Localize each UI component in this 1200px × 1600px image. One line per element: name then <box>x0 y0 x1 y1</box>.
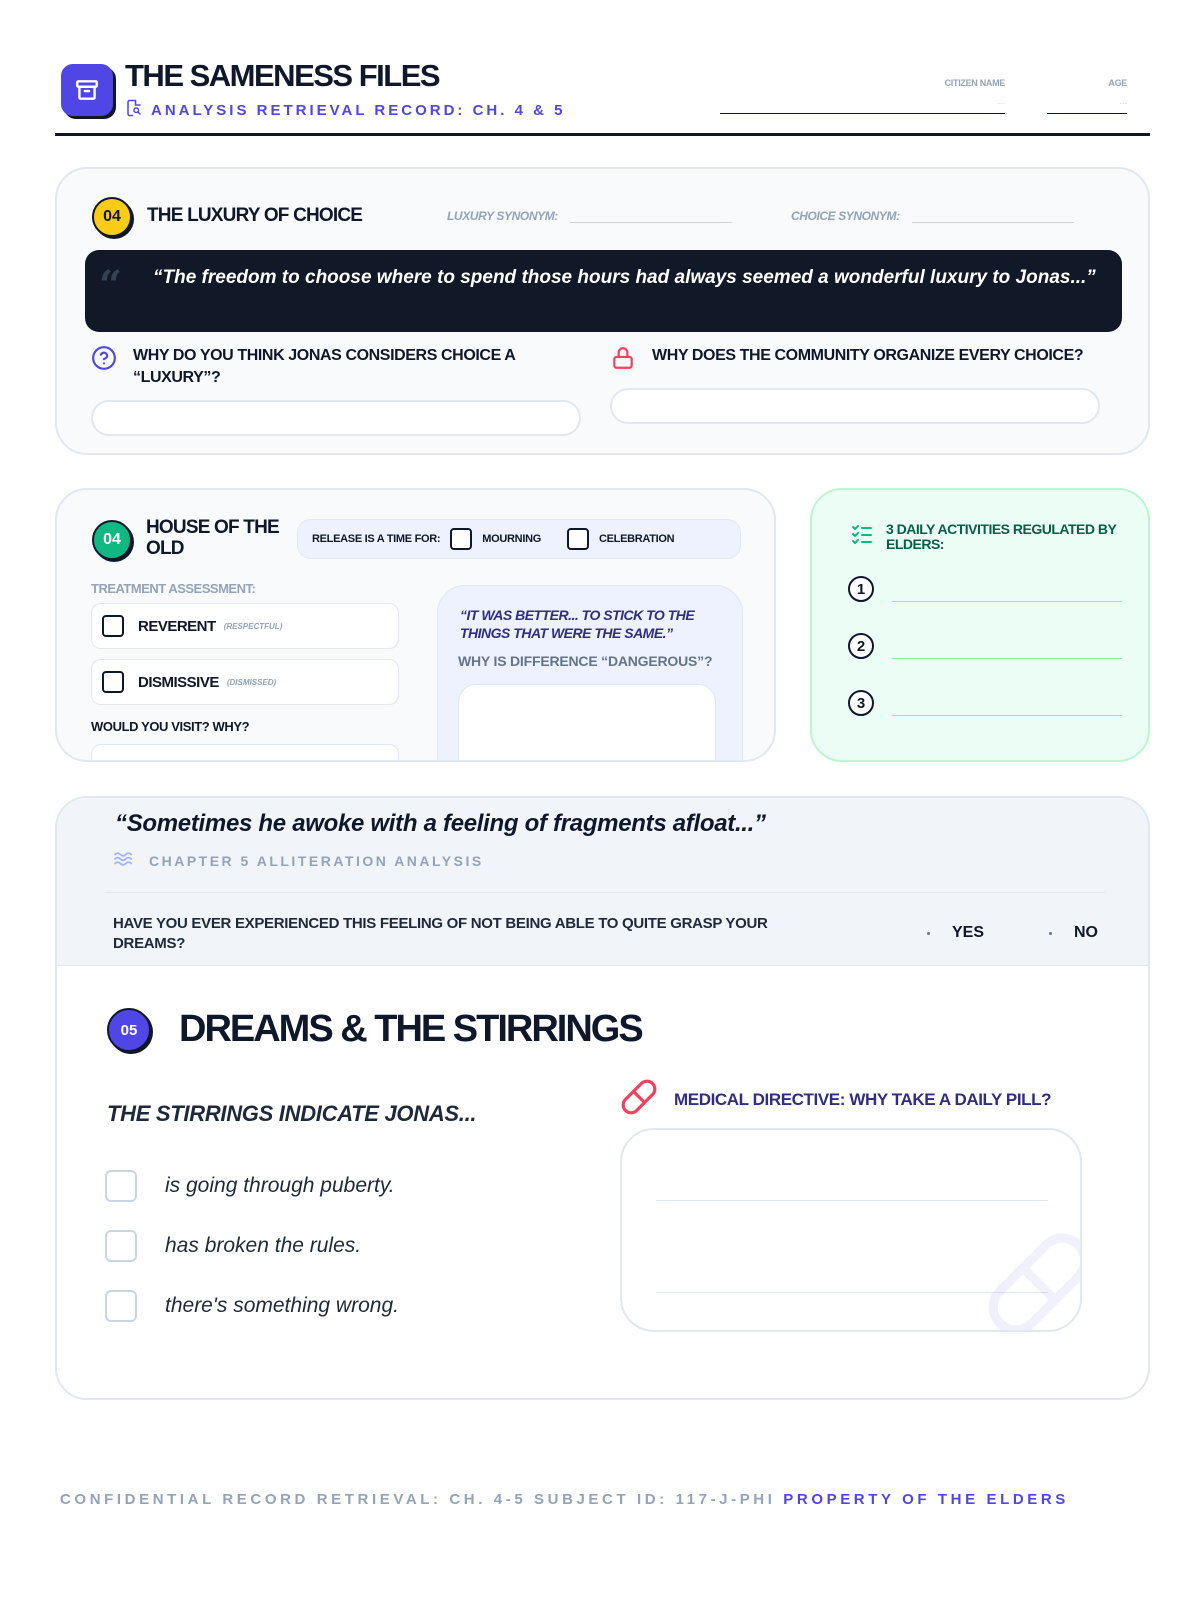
stirrings-checkbox[interactable] <box>105 1170 137 1202</box>
stirrings-option-label: has broken the rules. <box>165 1234 362 1257</box>
divider <box>105 892 1105 893</box>
quote-text: “The freedom to choose where to spend those hours had always seemed a wonderful luxury to Jonas...” <box>153 267 1096 288</box>
dream-quote: “Sometimes he awoke with a feeling of fragments afloat...” <box>115 810 766 837</box>
no-option[interactable] <box>1049 924 1098 942</box>
luxury-of-choice-card <box>55 167 1150 455</box>
activity-input[interactable] <box>892 580 1122 602</box>
celebration-checkbox[interactable] <box>567 528 589 550</box>
dismissive-checkbox[interactable] <box>102 671 124 693</box>
release-label: RELEASE IS A TIME FOR: <box>312 533 441 545</box>
experience-question: HAVE YOU EVER EXPERIENCED THIS FEELING OF NOT BEING ABLE TO QUITE GRASP YOUR DREAMS? <box>113 915 768 953</box>
lock-icon <box>610 345 636 376</box>
archive-icon <box>61 64 113 116</box>
pill-icon <box>620 1078 658 1121</box>
answer-input[interactable] <box>610 388 1100 424</box>
mourning-checkbox[interactable] <box>450 528 472 550</box>
file-search-icon <box>125 98 143 122</box>
activity-number: 1 <box>848 576 874 602</box>
activity-row <box>848 690 1122 716</box>
choice-synonym-input[interactable] <box>912 209 1074 223</box>
stirrings-option-label: is going through puberty. <box>165 1174 395 1197</box>
medical-directive-label: MEDICAL DIRECTIVE: WHY TAKE A DAILY PILL? <box>674 1089 1052 1109</box>
citizen-name-field[interactable] <box>720 78 1005 114</box>
stirrings-option[interactable] <box>105 1170 395 1202</box>
footer-text: CONFIDENTIAL RECORD RETRIEVAL: CH. 4-5 SUBJECT ID: 117-J-PHI <box>60 1491 776 1508</box>
writing-line <box>656 1200 1048 1201</box>
dismissive-option[interactable] <box>91 659 399 705</box>
visit-label: WOULD YOU VISIT? WHY? <box>91 719 250 734</box>
footer-property: PROPERTY OF THE ELDERS <box>783 1491 1069 1508</box>
list-checks-icon <box>850 522 874 551</box>
choice-synonym-field[interactable] <box>791 209 1074 223</box>
stirrings-option-label: there's something wrong. <box>165 1294 399 1317</box>
mourning-label: MOURNING <box>482 533 541 545</box>
activity-input[interactable] <box>892 637 1122 659</box>
reverent-checkbox[interactable] <box>102 615 124 637</box>
reverent-option[interactable] <box>91 603 399 649</box>
chapter-label-row <box>113 850 484 871</box>
house-of-the-old-card <box>55 488 776 762</box>
medical-directive-input[interactable] <box>620 1128 1082 1332</box>
medical-directive-head <box>620 1078 1051 1121</box>
celebration-label: CELEBRATION <box>598 533 675 545</box>
quote-banner <box>85 250 1122 332</box>
yes-option[interactable] <box>927 924 984 942</box>
stirrings-checkbox[interactable] <box>105 1290 137 1322</box>
question-luxury <box>91 345 581 436</box>
age-label: AGE <box>1108 78 1127 88</box>
activity-number: 3 <box>848 690 874 716</box>
choice-synonym-label: CHOICE SYNONYM: <box>791 209 900 223</box>
question-label: WHY DO YOU THINK JONAS CONSIDERS CHOICE A “LUXURY”? <box>133 347 515 386</box>
section-title: THE LUXURY OF CHOICE <box>147 205 363 226</box>
citizen-name-input[interactable]: ... <box>720 96 1005 114</box>
difference-quote: “IT WAS BETTER... TO STICK TO THE THINGS THAT WERE THE SAME.” <box>460 607 695 642</box>
stirrings-option[interactable] <box>105 1230 361 1262</box>
luxury-synonym-input[interactable] <box>570 209 732 223</box>
reverent-sub: (RESPECTFUL) <box>223 621 283 631</box>
question-label: WHY DOES THE COMMUNITY ORGANIZE EVERY CHOICE? <box>652 347 1084 364</box>
activity-input[interactable] <box>892 694 1122 716</box>
citizen-name-label: CITIZEN NAME <box>944 78 1005 88</box>
difference-question: WHY IS DIFFERENCE “DANGEROUS”? <box>458 653 713 669</box>
age-input[interactable]: ... <box>1047 96 1127 114</box>
dreams-card <box>55 796 1150 1400</box>
difference-card <box>437 585 743 762</box>
pill-watermark-icon <box>984 1229 1082 1332</box>
section-badge: 04 <box>92 197 132 237</box>
header <box>55 58 1150 136</box>
alliteration-panel <box>57 798 1148 966</box>
visit-input[interactable] <box>91 744 399 762</box>
yes-radio[interactable] <box>927 932 930 935</box>
reverent-label: REVERENT <box>138 617 216 635</box>
section-badge: 04 <box>92 520 132 560</box>
dismissive-label: DISMISSIVE <box>138 673 219 691</box>
dismissive-sub: (DISMISSED) <box>226 677 277 687</box>
no-radio[interactable] <box>1049 932 1052 935</box>
section-title: DREAMS & THE STIRRINGS <box>179 1008 642 1050</box>
luxury-synonym-field[interactable] <box>447 209 732 223</box>
footer <box>60 1491 1150 1508</box>
luxury-synonym-label: LUXURY SYNONYM: <box>447 209 558 223</box>
section-title: HOUSE OF THE OLD <box>146 517 279 559</box>
question-community <box>610 345 1100 424</box>
activity-row <box>848 576 1122 602</box>
stirrings-option[interactable] <box>105 1290 399 1322</box>
section-badge: 05 <box>107 1008 151 1052</box>
yes-label: YES <box>952 924 985 941</box>
difference-input[interactable] <box>458 684 716 762</box>
chapter-label: CHAPTER 5 ALLITERATION ANALYSIS <box>149 852 484 869</box>
treatment-label: TREATMENT ASSESSMENT: <box>91 581 256 596</box>
page-title: THE SAMENESS FILES <box>125 58 440 93</box>
stirrings-label: THE STIRRINGS INDICATE JONAS... <box>107 1101 477 1126</box>
elders-activities-card <box>810 488 1150 762</box>
subtitle <box>125 98 565 122</box>
age-field[interactable] <box>1047 78 1127 114</box>
quote-icon: “ <box>99 262 123 309</box>
subtitle-text: ANALYSIS RETRIEVAL RECORD: CH. 4 & 5 <box>151 101 566 119</box>
waves-icon <box>113 850 135 871</box>
no-label: NO <box>1074 924 1098 941</box>
help-circle-icon <box>91 345 117 376</box>
answer-input[interactable] <box>91 400 581 436</box>
activity-row <box>848 633 1122 659</box>
activity-number: 2 <box>848 633 874 659</box>
stirrings-checkbox[interactable] <box>105 1230 137 1262</box>
release-choice <box>297 519 741 559</box>
elders-title: 3 DAILY ACTIVITIES REGULATED BY ELDERS: <box>886 521 1117 552</box>
